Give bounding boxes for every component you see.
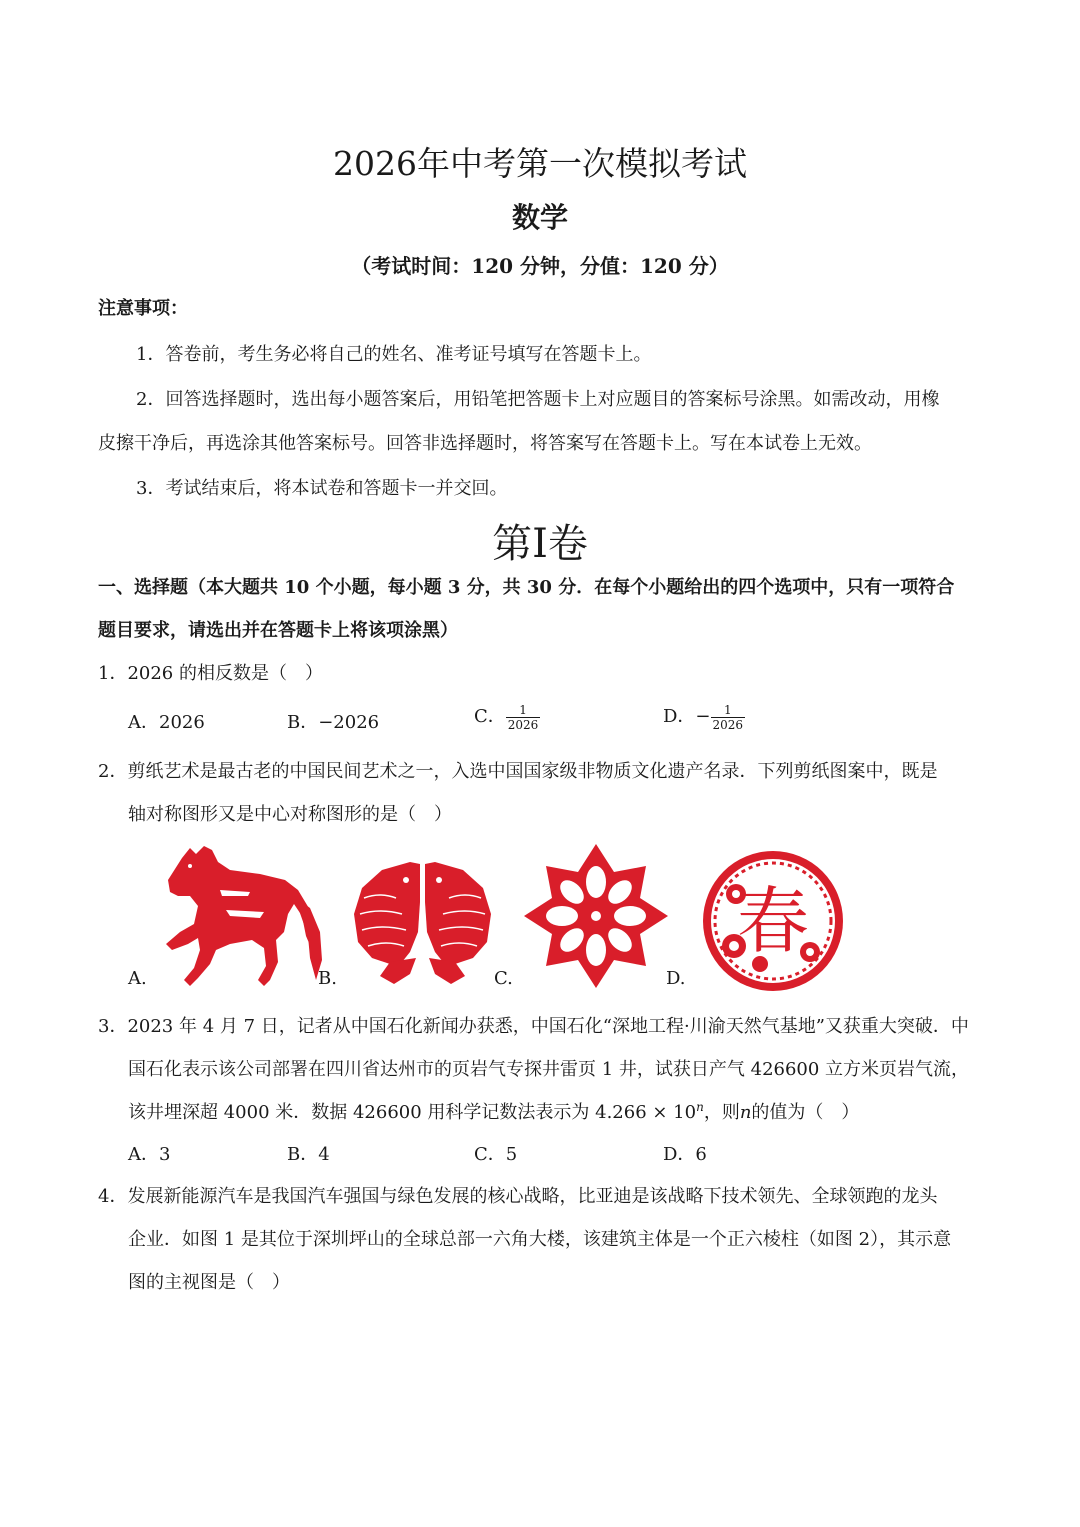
q3-exponent: n [696, 1100, 704, 1114]
q2-stem-cont: 轴对称图形又是中心对称图形的是（ ） [128, 804, 452, 825]
section-instruction: 一、选择题（本大题共 10 个小题，每小题 3 分，共 30 分．在每个小题给出的四个选项中，只有一项符合 [98, 577, 955, 598]
q3-option-d: D．6 [663, 1144, 707, 1165]
q1-option-c [474, 702, 540, 732]
q1-option-b: B．−2026 [287, 712, 380, 733]
section-instruction-cont: 题目要求，请选出并在答题卡上将该项涂黑） [98, 620, 458, 641]
note-item-1: 1．答卷前，考生务必将自己的姓名、准考证号填写在答题卡上。 [136, 344, 652, 365]
q1-option-c-label: C． [474, 706, 506, 727]
q2-option-c: C. [494, 968, 513, 989]
note-item-2-cont: 皮擦干净后，再选涂其他答案标号。回答非选择题时，将答案写在答题卡上。写在本试卷上无效。 [98, 433, 872, 454]
section-title: 第I卷 [492, 521, 588, 567]
q4-stem-cont-2: 图的主视图是（ ） [128, 1272, 290, 1293]
note-item-3: 3．考试结束后，将本试卷和答题卡一并交回。 [136, 478, 508, 499]
q3-variable: n [739, 1102, 752, 1123]
q3-option-c: C．5 [474, 1144, 518, 1165]
q2-option-d: D. [666, 968, 686, 989]
q3-text-c: 的值为（ ） [751, 1102, 860, 1123]
q1-option-d-label: D．− [663, 706, 711, 727]
q2-option-a: A. [128, 968, 147, 989]
spring-character: 春 [736, 879, 809, 963]
q1-stem: 1．2026 的相反数是（ ） [98, 663, 323, 684]
exam-title: 2026年中考第一次模拟考试 [333, 144, 747, 183]
fraction-numerator: 1 [711, 703, 746, 718]
spring-papercut-image [700, 848, 846, 994]
twin-fish-papercut-image [350, 858, 495, 986]
note-item-2: 2．回答选择题时，选出每小题答案后，用铅笔把答题卡上对应题目的答案标号涂黑。如需改动，用橡 [136, 389, 940, 410]
q4-stem-cont: 企业．如图 1 是其位于深圳坪山的全球总部一六角大楼，该建筑主体是一个正六棱柱（如图 2），其示意 [128, 1229, 952, 1250]
q1-option-a: A．2026 [128, 712, 205, 733]
exam-info: （考试时间：120 分钟，分值：120 分） [351, 254, 729, 278]
q3-stem-cont: 国石化表示该公司部署在四川省达州市的页岩气专探井雷页 1 井，试获日产气 426600 立方米页岩气流， [128, 1059, 970, 1080]
q4-stem: 4．发展新能源汽车是我国汽车强国与绿色发展的核心战略，比亚迪是该战略下技术领先、全球领跑的龙头 [98, 1186, 938, 1207]
q3-option-a: A．3 [128, 1144, 171, 1165]
flower-papercut-image [522, 842, 670, 990]
horse-papercut-image [160, 840, 325, 990]
q3-text-a: 该井埋深超 4000 米．数据 426600 用科学记数法表示为 4.266 × 10 [128, 1102, 697, 1123]
fraction-denominator: 2026 [507, 717, 539, 732]
q1-option-c-fraction [506, 703, 541, 732]
q1-option-d-fraction [711, 703, 746, 732]
q3-option-b: B．4 [287, 1144, 330, 1165]
q2-option-b: B. [318, 968, 337, 989]
q2-stem: 2．剪纸艺术是最古老的中国民间艺术之一，入选中国国家级非物质文化遗产名录．下列剪纸图案中，既是 [98, 761, 938, 782]
q3-stem: 3．2023 年 4 月 7 日，记者从中国石化新闻办获悉，中国石化“深地工程·川渝天然气基地”又获重大突破．中 [98, 1016, 969, 1037]
subject-title: 数学 [511, 201, 568, 234]
fraction-denominator: 2026 [712, 717, 744, 732]
q1-option-d [663, 702, 745, 732]
q3-stem-cont-2 [128, 1098, 859, 1124]
notes-heading: 注意事项： [98, 298, 188, 319]
fraction-numerator: 1 [506, 703, 541, 718]
q3-text-b: ，则 [703, 1102, 740, 1123]
